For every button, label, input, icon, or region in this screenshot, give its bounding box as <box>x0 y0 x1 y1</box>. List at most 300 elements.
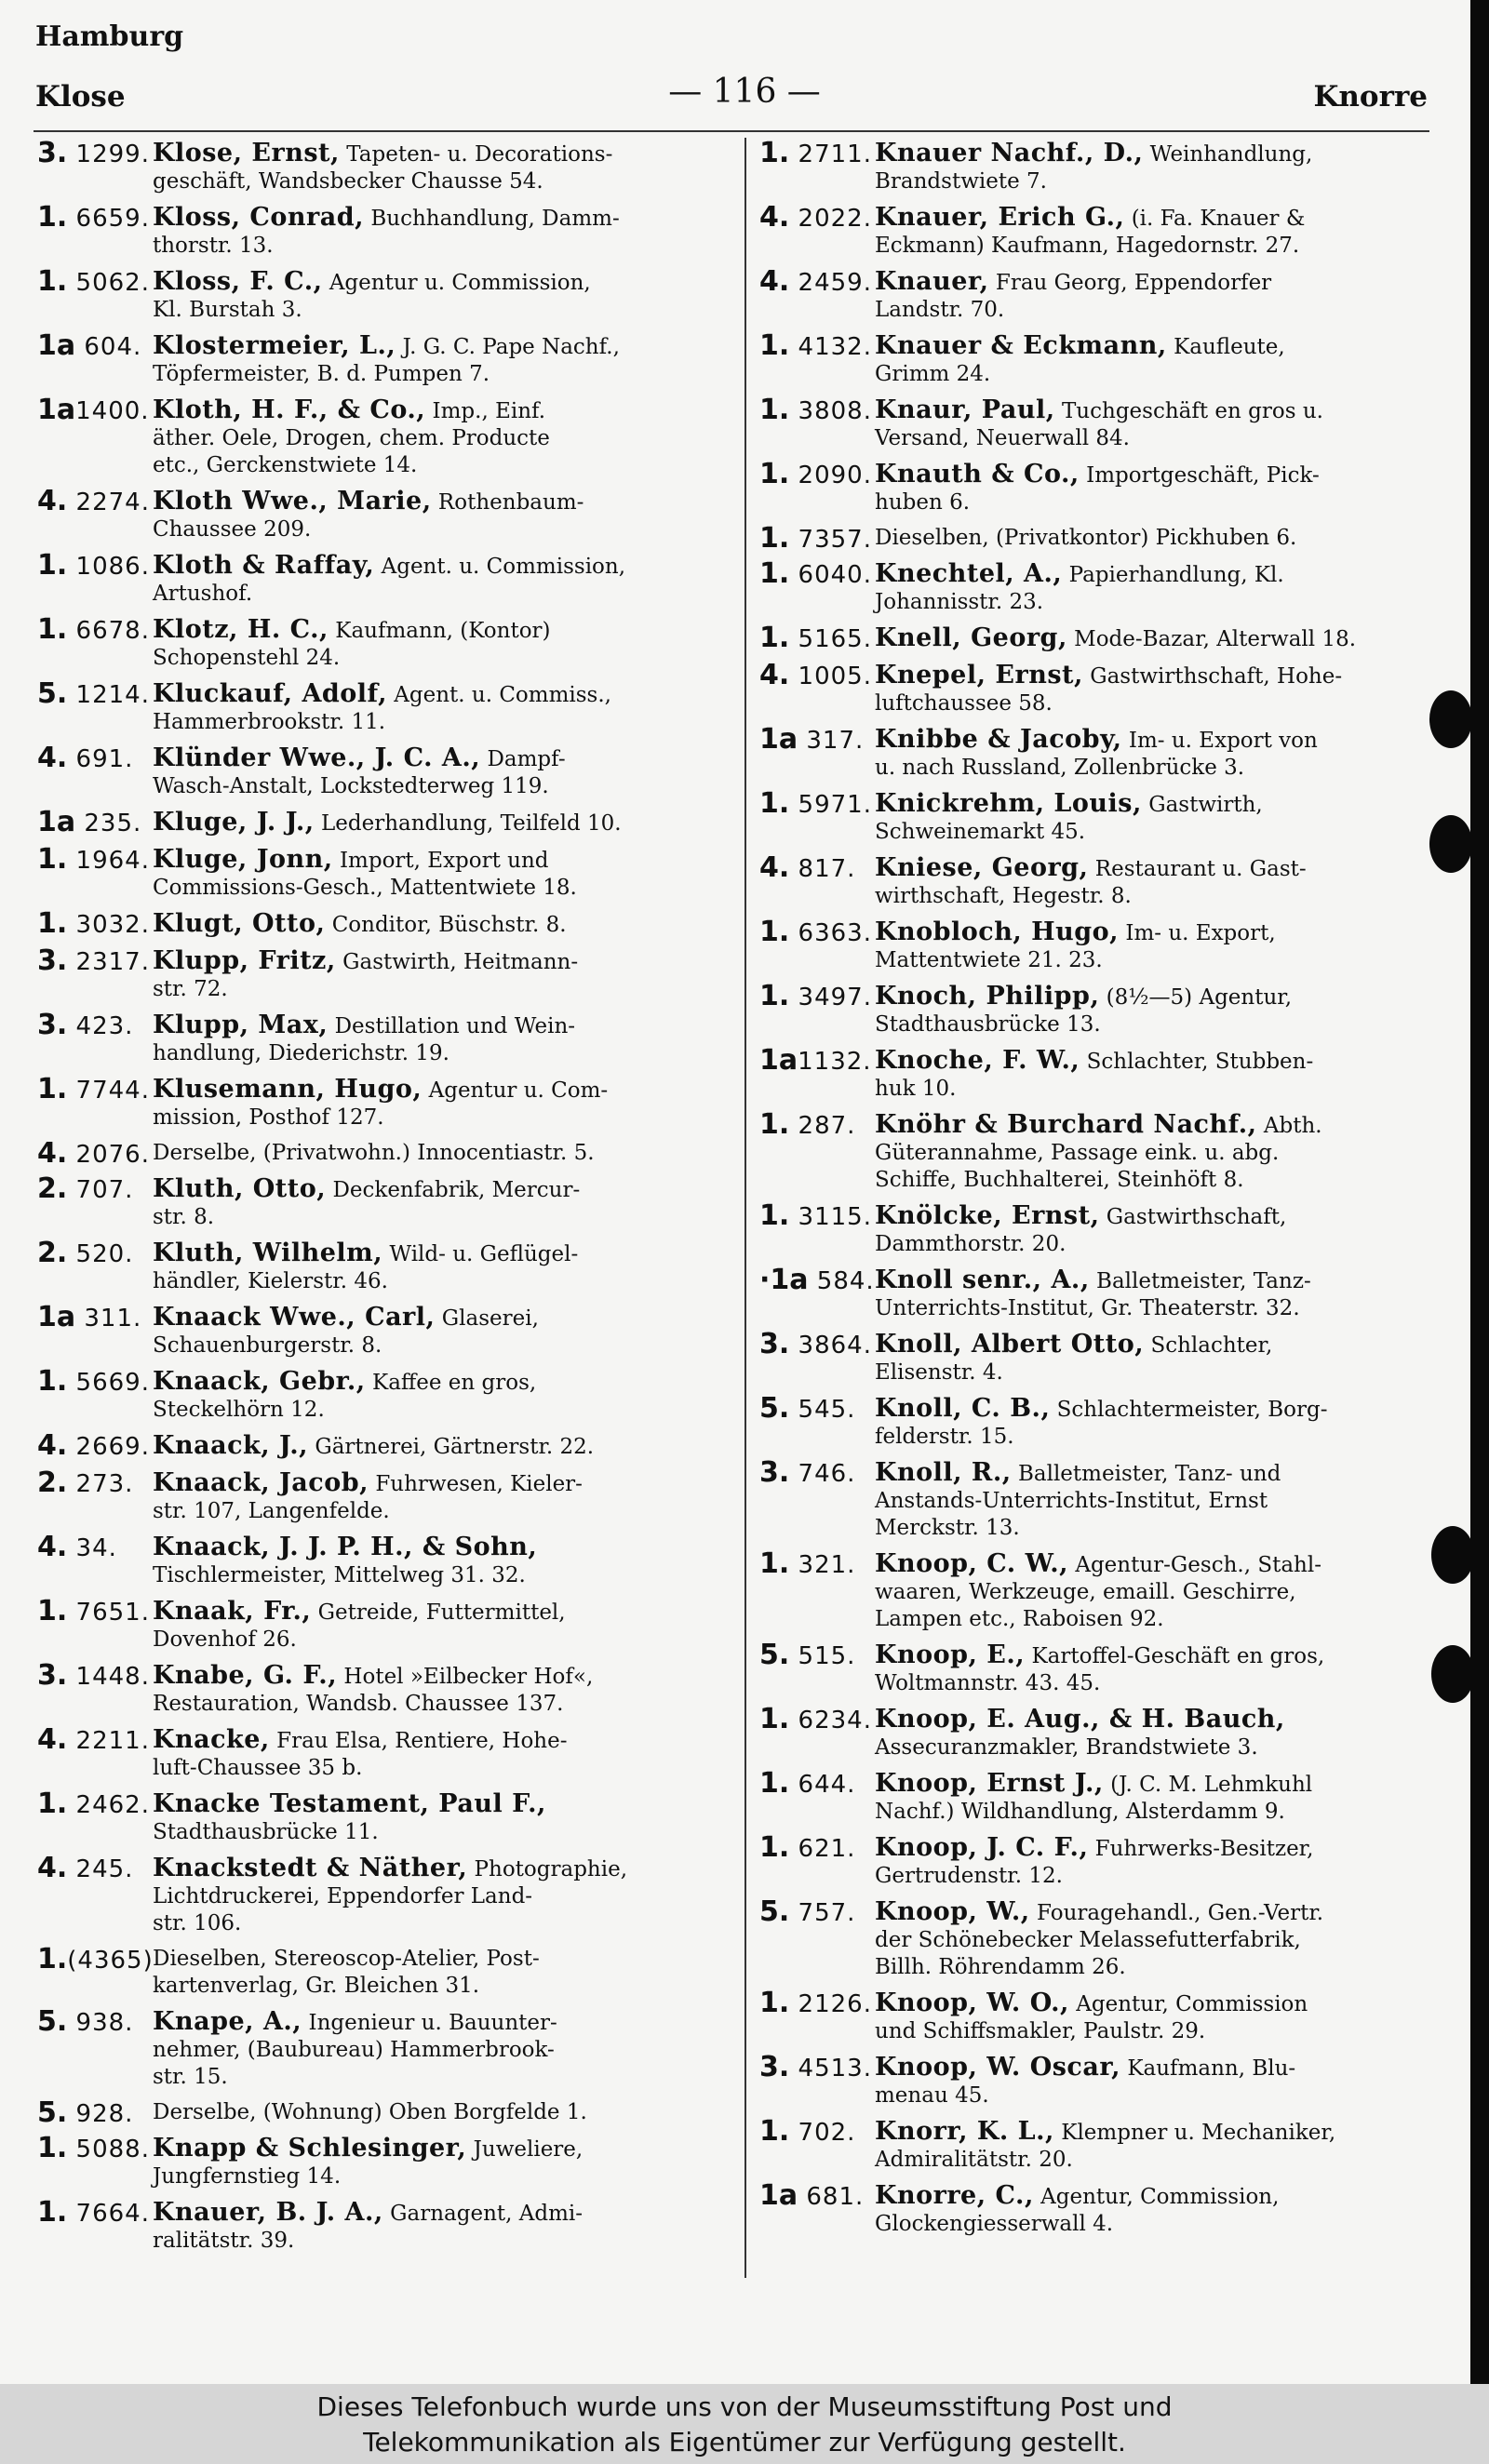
line-number: 1964. <box>67 847 150 875</box>
line-number: 2317. <box>67 948 150 976</box>
exchange-prefix: 1a <box>37 329 76 362</box>
subscriber-name: Knabe, G. F., <box>153 1661 338 1690</box>
subscriber-name: Kluge, Jonn, <box>153 845 333 874</box>
header-first-entry: Klose <box>35 80 126 114</box>
phone-number <box>37 1723 150 1756</box>
entry-continuation: luftchaussee 58. <box>875 691 1053 716</box>
subscriber-name: Klotz, H. C., <box>153 615 329 644</box>
directory-entry <box>759 851 1448 910</box>
entry-first-line <box>153 1432 726 1461</box>
subscriber-name: Knoll, Albert Otto, <box>875 1330 1145 1359</box>
entry-continuation: Lampen etc., Raboisen 92. <box>875 1607 1164 1631</box>
entry-continuation: Chaussee 209. <box>153 517 312 542</box>
phone-number <box>37 1365 150 1398</box>
entry-description: Balletmeister, Tanz- <box>1089 1269 1311 1293</box>
line-number: 817. <box>789 855 856 883</box>
exchange-prefix: 5. <box>37 2096 68 2129</box>
phone-number <box>759 557 872 590</box>
entry-first-line <box>153 616 726 645</box>
subscriber-name: Knorr, K. L., <box>875 2117 1054 2146</box>
left-column <box>37 137 726 2263</box>
entry-first-line <box>875 1706 1448 1734</box>
phone-number <box>37 549 150 582</box>
entry-description: Dieselben, Stereoscop-Atelier, Post- <box>153 1947 540 1971</box>
exchange-prefix: 1. <box>759 394 790 426</box>
exchange-prefix: 1a <box>37 1301 76 1333</box>
entry-continuation: der Schönebecker Melassefutterfabrik, <box>875 1928 1301 1952</box>
directory-entry <box>759 2179 1448 2238</box>
line-number: 5165. <box>789 625 872 653</box>
phone-number <box>37 137 150 169</box>
entry-first-line <box>153 140 726 168</box>
subscriber-name: Kluckauf, Adolf, <box>153 679 387 708</box>
phone-number <box>759 1895 856 1928</box>
entry-description: Wild- u. Geflügel- <box>382 1242 579 1266</box>
subscriber-name: Knaack, Jacob, <box>153 1468 369 1497</box>
phone-number <box>37 1852 134 1884</box>
line-number: 5062. <box>67 269 150 297</box>
phone-number <box>759 329 872 362</box>
subscriber-name: Knoop, C. W., <box>875 1549 1069 1578</box>
entry-first-line <box>153 396 726 425</box>
entry-first-line <box>153 1175 726 1204</box>
directory-entry <box>37 396 726 479</box>
entry-description: Schlachter, Stubben- <box>1080 1050 1314 1074</box>
phone-number <box>37 1659 150 1692</box>
directory-entry <box>37 329 726 388</box>
subscriber-name: Kluge, J. J., <box>153 808 315 837</box>
entry-description: Agentur-Gesch., Stahl- <box>1068 1553 1321 1577</box>
entry-description: Importgeschäft, Pick- <box>1079 463 1320 488</box>
line-number: 6659. <box>67 205 150 233</box>
entry-continuation: Dovenhof 26. <box>153 1627 297 1652</box>
subscriber-name: Knape, A., <box>153 2007 302 2036</box>
phone-number <box>37 1943 154 1975</box>
entry-first-line <box>153 1304 726 1332</box>
subscriber-name: Knobloch, Hugo, <box>875 917 1120 946</box>
exchange-prefix: ·1a <box>759 1264 809 1296</box>
entry-first-line <box>153 2199 726 2228</box>
phone-number <box>759 1328 872 1360</box>
subscriber-name: Knacke, <box>153 1725 270 1754</box>
entry-description: Gastwirth, <box>1141 793 1263 817</box>
entry-first-line <box>875 1770 1448 1799</box>
line-number: 545. <box>789 1396 856 1424</box>
exchange-prefix: 1. <box>37 907 68 940</box>
entry-first-line <box>875 790 1448 819</box>
exchange-prefix: 1. <box>37 1943 68 1975</box>
entry-continuation: huben 6. <box>875 490 971 515</box>
footer-line: Telekommunikation als Eigentümer zur Verfügung gestellt. <box>363 2427 1126 2457</box>
phone-number <box>759 522 872 555</box>
phone-number <box>759 1547 856 1580</box>
line-number: 691. <box>67 745 134 773</box>
phone-number <box>37 1137 150 1170</box>
exchange-prefix: 1. <box>37 2132 68 2164</box>
exchange-prefix: 1. <box>37 201 68 234</box>
phone-number <box>759 1044 872 1077</box>
subscriber-name: Knoop, W. Oscar, <box>875 2053 1121 2082</box>
phone-number <box>37 1172 134 1205</box>
line-number: 2669. <box>67 1433 150 1461</box>
exchange-prefix: 1. <box>37 613 68 646</box>
line-number: 707. <box>67 1176 134 1204</box>
page-number: — 116 — <box>668 73 821 111</box>
subscriber-name: Klupp, Max, <box>153 1011 329 1039</box>
exchange-prefix: 4. <box>37 1723 68 1756</box>
directory-entry <box>37 1852 726 1937</box>
directory-entry <box>759 1044 1448 1103</box>
entry-continuation: Mattentwiete 21. 23. <box>875 948 1103 972</box>
entry-description: Kaufmann, Blu- <box>1120 2056 1296 2081</box>
line-number: 7744. <box>67 1077 150 1105</box>
entry-continuation: Anstands-Unterrichts-Institut, Ernst <box>875 1489 1268 1513</box>
entry-description: Destillation und Wein- <box>328 1014 576 1038</box>
entry-description: Rothenbaum- <box>431 490 584 515</box>
subscriber-name: Klupp, Fritz, <box>153 946 336 975</box>
line-number: 34. <box>67 1534 117 1562</box>
subscriber-name: Knoop, W., <box>875 1897 1030 1926</box>
subscriber-name: Knaack, J. J. P. H., & Sohn, <box>153 1533 538 1561</box>
subscriber-name: Kloth Wwe., Marie, <box>153 487 432 516</box>
entry-description: Gastwirthschaft, <box>1099 1205 1287 1229</box>
entry-continuation: Admiralitätstr. 20. <box>875 2148 1073 2172</box>
entry-first-line <box>153 1076 726 1105</box>
exchange-prefix: 1. <box>759 1108 790 1141</box>
directory-entry <box>759 329 1448 388</box>
subscriber-name: Klünder Wwe., J. C. A., <box>153 743 481 772</box>
directory-entry <box>37 1723 726 1782</box>
phone-number <box>759 980 872 1012</box>
exchange-prefix: 1. <box>759 137 790 169</box>
entry-first-line <box>153 1790 726 1819</box>
directory-entry <box>37 1429 726 1462</box>
phone-number <box>759 1767 856 1800</box>
entry-description: Agentur u. Com- <box>422 1078 609 1103</box>
entry-description: Fuhrwesen, Kieler- <box>369 1472 583 1496</box>
line-number: 515. <box>789 1642 856 1670</box>
entry-continuation: äther. Oele, Drogen, chem. Producte <box>153 426 550 450</box>
subscriber-name: Knechtel, A., <box>875 559 1063 588</box>
entry-continuation: str. 106. <box>153 1911 242 1935</box>
exchange-prefix: 1. <box>759 787 790 820</box>
directory-entry <box>37 1239 726 1295</box>
entry-description: Dieselben, (Privatkontor) Pickhuben 6. <box>875 526 1297 550</box>
entry-continuation: Artushof. <box>153 582 253 606</box>
phone-number <box>37 2096 134 2129</box>
entry-continuation: Steckelhörn 12. <box>153 1398 325 1422</box>
exchange-prefix: 2. <box>37 1466 68 1499</box>
subscriber-name: Kluth, Wilhelm, <box>153 1239 383 1267</box>
exchange-prefix: 1a <box>759 1044 798 1077</box>
subscriber-name: Knoche, F. W., <box>875 1046 1080 1075</box>
entry-description: Fouragehandl., Gen.-Vertr. <box>1029 1901 1324 1925</box>
entry-description: Garnagent, Admi- <box>382 2202 584 2226</box>
line-number: 757. <box>789 1899 856 1927</box>
entry-first-line <box>153 488 726 516</box>
entry-continuation: Versand, Neuerwall 84. <box>875 426 1130 450</box>
exchange-prefix: 3. <box>759 1328 790 1360</box>
phone-number <box>37 1533 117 1563</box>
directory-entry <box>37 1533 726 1589</box>
entry-continuation: Woltmannstr. 43. 45. <box>875 1671 1101 1695</box>
directory-entry <box>37 806 726 838</box>
exchange-prefix: 1. <box>759 2115 790 2148</box>
exchange-prefix: 3. <box>37 137 68 169</box>
line-number: 1448. <box>67 1663 150 1691</box>
entry-continuation: Elisenstr. 4. <box>875 1360 1003 1385</box>
subscriber-name: Knoop, E., <box>875 1640 1026 1669</box>
line-number: 7651. <box>67 1599 150 1627</box>
entry-first-line <box>153 1469 726 1498</box>
subscriber-name: Kluth, Otto, <box>153 1174 327 1203</box>
entry-first-line <box>875 918 1448 947</box>
phone-number <box>759 787 872 820</box>
subscriber-name: Knaack Wwe., Carl, <box>153 1303 436 1332</box>
entry-first-line <box>153 2008 726 2037</box>
phone-number <box>37 806 142 838</box>
entry-description: Hotel »Eilbecker Hof«, <box>337 1665 594 1689</box>
entry-continuation: Töpfermeister, B. d. Pumpen 7. <box>153 362 490 386</box>
phone-number <box>759 723 865 756</box>
phone-number <box>37 1301 142 1333</box>
entry-first-line <box>153 1946 726 1973</box>
directory-entry <box>37 1137 726 1170</box>
subscriber-name: Knoop, E. Aug., & H. Bauch, <box>875 1705 1285 1734</box>
directory-entry <box>37 1011 726 1067</box>
exchange-prefix: 4. <box>759 851 790 884</box>
subscriber-name: Kloss, Conrad, <box>153 203 365 232</box>
phone-number <box>759 458 872 490</box>
line-number: 3497. <box>789 984 872 1011</box>
entry-first-line <box>875 396 1448 425</box>
line-number: 1299. <box>67 141 150 168</box>
exchange-prefix: 3. <box>37 944 68 977</box>
subscriber-name: Knauer, <box>875 267 989 296</box>
line-number: 321. <box>789 1551 856 1579</box>
phone-number <box>37 613 150 646</box>
entry-continuation: felderstr. 15. <box>875 1425 1014 1449</box>
line-number: 3808. <box>789 397 872 425</box>
subscriber-name: Knaak, Fr., <box>153 1597 312 1626</box>
line-number: 2211. <box>67 1727 150 1755</box>
directory-entry <box>37 843 726 902</box>
directory-entry <box>37 1659 726 1718</box>
line-number: 2076. <box>67 1141 150 1169</box>
directory-entry <box>37 2005 726 2091</box>
entry-continuation: Hammerbrookstr. 11. <box>153 710 386 734</box>
entry-description: Tuchgeschäft en gros u. <box>1054 399 1323 423</box>
line-number: 1132. <box>798 1048 872 1076</box>
directory-entry <box>37 1301 726 1359</box>
line-number: 3032. <box>67 911 150 939</box>
exchange-prefix: 1. <box>37 1595 68 1627</box>
entry-first-line <box>875 1331 1448 1359</box>
line-number: 928. <box>67 2100 134 2128</box>
subscriber-name: Knorre, C., <box>875 2181 1034 2210</box>
exchange-prefix: 1. <box>759 1547 790 1580</box>
entry-continuation: Stadthausbrücke 11. <box>153 1820 379 1844</box>
subscriber-name: Knöhr & Burchard Nachf., <box>875 1110 1257 1139</box>
directory-entry <box>37 1466 726 1525</box>
entry-continuation: str. 72. <box>153 977 228 1001</box>
entry-continuation: Nachf.) Wildhandlung, Alsterdamm 9. <box>875 1800 1285 1824</box>
directory-entry <box>759 980 1448 1038</box>
entry-first-line <box>875 560 1448 589</box>
footer-notice <box>0 2384 1489 2464</box>
entry-first-line <box>875 140 1448 168</box>
entry-description: Agent. u. Commission, <box>374 555 626 579</box>
entry-description: Agentur, Commission <box>1068 1992 1308 2016</box>
entry-description: Abth. <box>1256 1114 1322 1138</box>
exchange-prefix: 1. <box>37 265 68 298</box>
phone-number <box>37 1429 150 1462</box>
exchange-prefix: 3. <box>37 1659 68 1692</box>
entry-description: Photographie, <box>467 1857 628 1881</box>
directory-entry <box>37 744 726 800</box>
entry-first-line <box>875 332 1448 361</box>
directory-entry <box>37 1790 726 1846</box>
line-number: 311. <box>75 1305 142 1332</box>
exchange-prefix: 3. <box>37 1009 68 1041</box>
exchange-prefix: 1. <box>759 1703 790 1735</box>
subscriber-name: Klostermeier, L., <box>153 331 396 360</box>
line-number: 644. <box>789 1771 856 1799</box>
phone-number <box>759 2179 865 2212</box>
entry-continuation: Schiffe, Buchhalterei, Steinhöft 8. <box>875 1168 1244 1192</box>
subscriber-name: Knoll, C. B., <box>875 1394 1051 1423</box>
entry-first-line <box>875 204 1448 233</box>
entry-continuation: Eckmann) Kaufmann, Hagedornstr. 27. <box>875 234 1300 258</box>
entry-first-line <box>153 1726 726 1755</box>
exchange-prefix: 4. <box>759 201 790 234</box>
column-divider <box>744 138 746 2278</box>
subscriber-name: Knoch, Philipp, <box>875 982 1100 1011</box>
phone-number <box>37 744 133 774</box>
line-number: 3115. <box>789 1203 872 1231</box>
phone-number <box>759 1266 875 1296</box>
entry-continuation: luft-Chaussee 35 b. <box>153 1756 363 1780</box>
entry-first-line <box>875 1834 1448 1863</box>
line-number: 7357. <box>789 526 872 554</box>
line-number: 4132. <box>789 333 872 361</box>
subscriber-name: Kniese, Georg, <box>875 853 1089 882</box>
directory-entry <box>37 1365 726 1424</box>
line-number: 5088. <box>67 2136 150 2163</box>
entry-description: Mode-Bazar, Alterwall 18. <box>1066 627 1357 651</box>
exchange-prefix: 1. <box>37 1788 68 1820</box>
entry-continuation: Grimm 24. <box>875 362 991 386</box>
line-number: 681. <box>798 2183 865 2211</box>
directory-entry <box>759 2051 1448 2109</box>
line-number: 235. <box>75 810 142 837</box>
entry-first-line <box>875 1266 1448 1295</box>
line-number: 6678. <box>67 617 150 645</box>
line-number: 2711. <box>789 141 872 168</box>
entry-description: Juweliere, <box>466 2137 584 2162</box>
line-number: 2459. <box>789 269 872 297</box>
subscriber-name: Knauer Nachf., D., <box>875 139 1144 167</box>
directory-entry <box>37 1595 726 1654</box>
entry-first-line <box>875 525 1448 552</box>
header-city: Hamburg <box>35 20 184 53</box>
directory-entry <box>759 1456 1448 1542</box>
directory-entry <box>37 2196 726 2255</box>
entry-continuation: händler, Kielerstr. 46. <box>153 1269 388 1293</box>
entry-description: Buchhandlung, Damm- <box>364 207 620 231</box>
entry-continuation: Stadthausbrücke 13. <box>875 1012 1101 1037</box>
line-number: 317. <box>798 727 865 755</box>
directory-entry <box>759 659 1448 717</box>
entry-first-line <box>875 662 1448 690</box>
entry-first-line <box>153 910 726 939</box>
entry-description: Papierhandlung, Kl. <box>1062 563 1284 587</box>
line-number: 2022. <box>789 205 872 233</box>
exchange-prefix: 1a <box>37 394 76 426</box>
directory-entry <box>759 137 1448 195</box>
directory-entry <box>759 723 1448 782</box>
entry-continuation: Assecuranzmakler, Brandstwiete 3. <box>875 1735 1258 1760</box>
entry-continuation: Unterrichts-Institut, Gr. Theaterstr. 32. <box>875 1296 1300 1320</box>
directory-entry <box>759 458 1448 516</box>
exchange-prefix: 1. <box>37 549 68 582</box>
directory-entry <box>759 918 1448 974</box>
entry-continuation: Merckstr. 13. <box>875 1516 1020 1540</box>
entry-first-line <box>875 1641 1448 1670</box>
line-number: 604. <box>75 333 142 361</box>
subscriber-name: Knoop, J. C. F., <box>875 1833 1089 1862</box>
entry-description: Balletmeister, Tanz- und <box>1011 1462 1281 1486</box>
entry-first-line <box>875 983 1448 1011</box>
exchange-prefix: 1a <box>759 723 798 756</box>
phone-number <box>759 918 872 948</box>
entry-description: Schlachter, <box>1144 1333 1273 1358</box>
phone-number <box>37 1466 134 1499</box>
phone-number <box>37 396 150 426</box>
entry-description: (8½—5) Agentur, <box>1099 985 1293 1010</box>
entry-first-line <box>875 1550 1448 1579</box>
line-number: 5971. <box>789 791 872 819</box>
line-number: (4365) <box>67 1947 154 1975</box>
directory-entry <box>759 265 1448 324</box>
phone-number <box>759 1641 855 1671</box>
entry-continuation: Brandstwiete 7. <box>875 169 1047 194</box>
exchange-prefix: 5. <box>37 677 68 710</box>
entry-first-line <box>153 204 726 233</box>
entry-description: Deckenfabrik, Mercur- <box>326 1178 581 1202</box>
directory-entry <box>37 549 726 608</box>
entry-first-line <box>875 1459 1448 1488</box>
entry-first-line <box>153 809 726 837</box>
directory-entry <box>37 1172 726 1231</box>
entry-first-line <box>153 332 726 361</box>
line-number: 7664. <box>67 2200 150 2228</box>
directory-entry <box>759 522 1448 555</box>
entry-continuation: Jungfernstieg 14. <box>153 2164 342 2189</box>
exchange-prefix: 1. <box>37 1365 68 1398</box>
directory-entry <box>759 1831 1448 1890</box>
subscriber-name: Knauer & Eckmann, <box>875 331 1167 360</box>
exchange-prefix: 4. <box>37 485 68 517</box>
entry-description: Imp., Einf. <box>425 399 546 423</box>
entry-description: Gastwirthschaft, Hohe- <box>1082 664 1343 689</box>
entry-continuation: Johannisstr. 23. <box>875 590 1044 614</box>
directory-entry <box>37 677 726 736</box>
entry-continuation: wirthschaft, Hegestr. 8. <box>875 884 1132 908</box>
phone-number <box>759 2115 856 2148</box>
directory-entry <box>759 1392 1448 1451</box>
exchange-prefix: 4. <box>37 1137 68 1170</box>
